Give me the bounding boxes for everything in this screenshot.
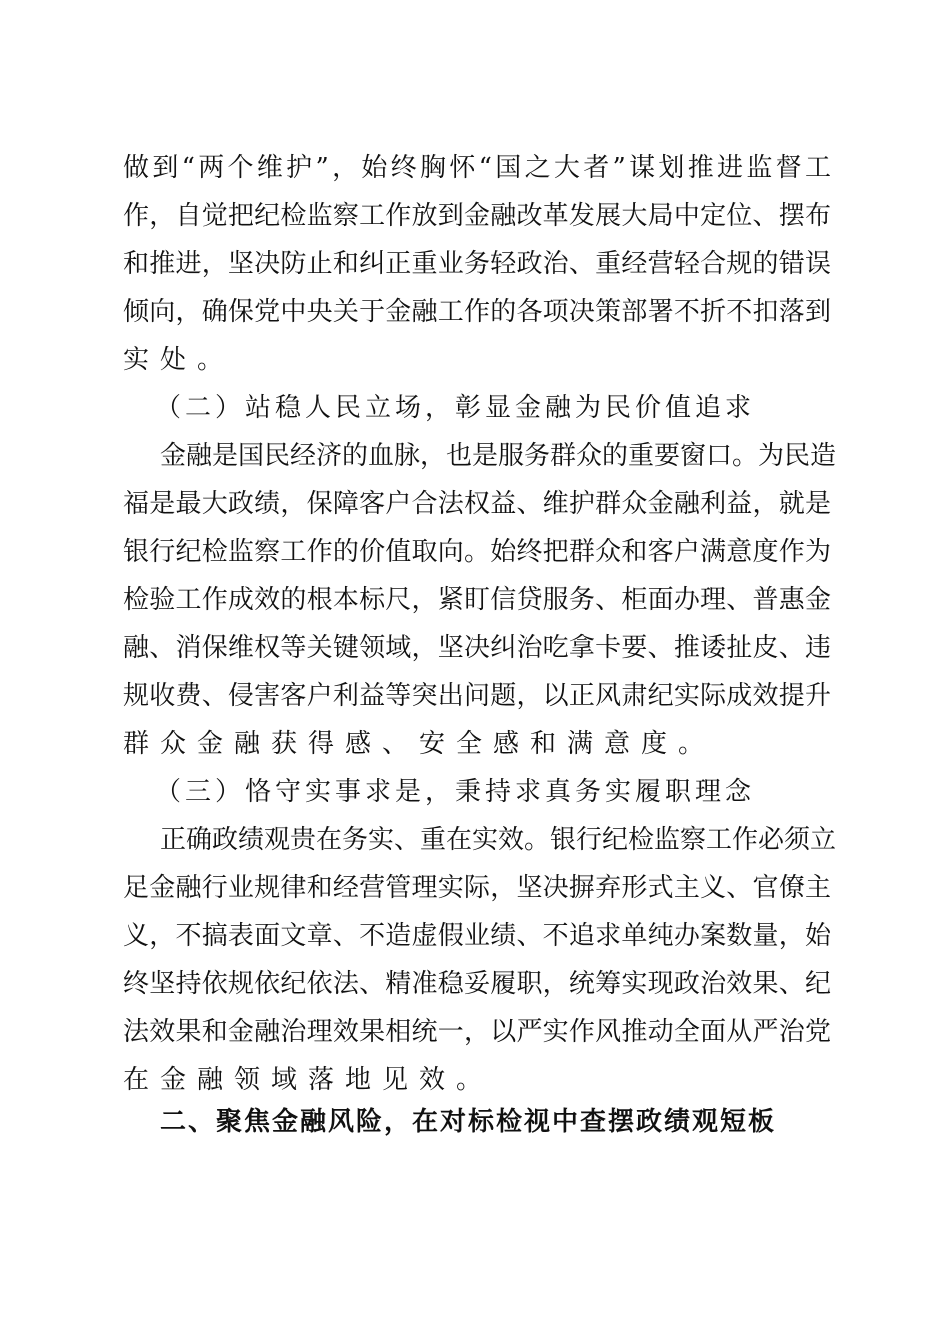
text-line: 规收费、侵害客户利益等突出问题，以正风肃纪实际成效提升 xyxy=(123,681,831,711)
text-line: 倾向，确保党中央关于金融工作的各项决策部署不折不扣落到 xyxy=(123,297,831,327)
text-line: 实处。 xyxy=(123,345,235,375)
text-line: 融、消保维权等关键领域，坚决纠治吃拿卡要、推诿扯皮、违 xyxy=(123,633,831,663)
document-page xyxy=(123,144,837,1146)
text-line: 义，不搞表面文章、不造虚假业绩、不追求单纯办案数量，始 xyxy=(123,921,831,951)
text-line: 银行纪检监察工作的价值取向。始终把群众和客户满意度作为 xyxy=(123,537,831,567)
paragraph-1 xyxy=(123,144,831,384)
paragraph-2 xyxy=(123,432,837,768)
text-line: 正确政绩观贵在务实、重在实效。银行纪检监察工作必须立 xyxy=(160,825,837,855)
text-line: 作，自觉把纪检监察工作放到金融改革发展大局中定位、摆布 xyxy=(123,201,831,231)
text-line: 做到“两个维护”，始终胸怀“国之大者”谋划推进监督工 xyxy=(123,153,831,183)
subheading-2: （二）站稳人民立场，彰显金融为民价值追求 xyxy=(155,393,756,423)
text-line: 检验工作成效的根本标尺，紧盯信贷服务、柜面办理、普惠金 xyxy=(123,585,831,615)
section-heading: 二、聚焦金融风险，在对标检视中查摆政绩观短板 xyxy=(160,1107,777,1137)
text-line: 足金融行业规律和经营管理实际，坚决摒弃形式主义、官僚主 xyxy=(123,873,831,903)
text-line: 在金融领域落地见效。 xyxy=(123,1065,494,1095)
text-line: 金融是国民经济的血脉，也是服务群众的重要窗口。为民造 xyxy=(160,441,837,471)
text-line: 终坚持依规依纪依法、精准稳妥履职，统筹实现政治效果、纪 xyxy=(123,969,831,999)
text-line: 群众金融获得感、安全感和满意度。 xyxy=(123,729,716,759)
text-line: 福是最大政绩，保障客户合法权益、维护群众金融利益，就是 xyxy=(123,489,831,519)
subheading-3: （三）恪守实事求是，秉持求真务实履职理念 xyxy=(155,777,756,807)
paragraph-3 xyxy=(123,816,837,1104)
text-line: 法效果和金融治理效果相统一，以严实作风推动全面从严治党 xyxy=(123,1017,831,1047)
text-line: 和推进，坚决防止和纠正重业务轻政治、重经营轻合规的错误 xyxy=(123,249,831,279)
